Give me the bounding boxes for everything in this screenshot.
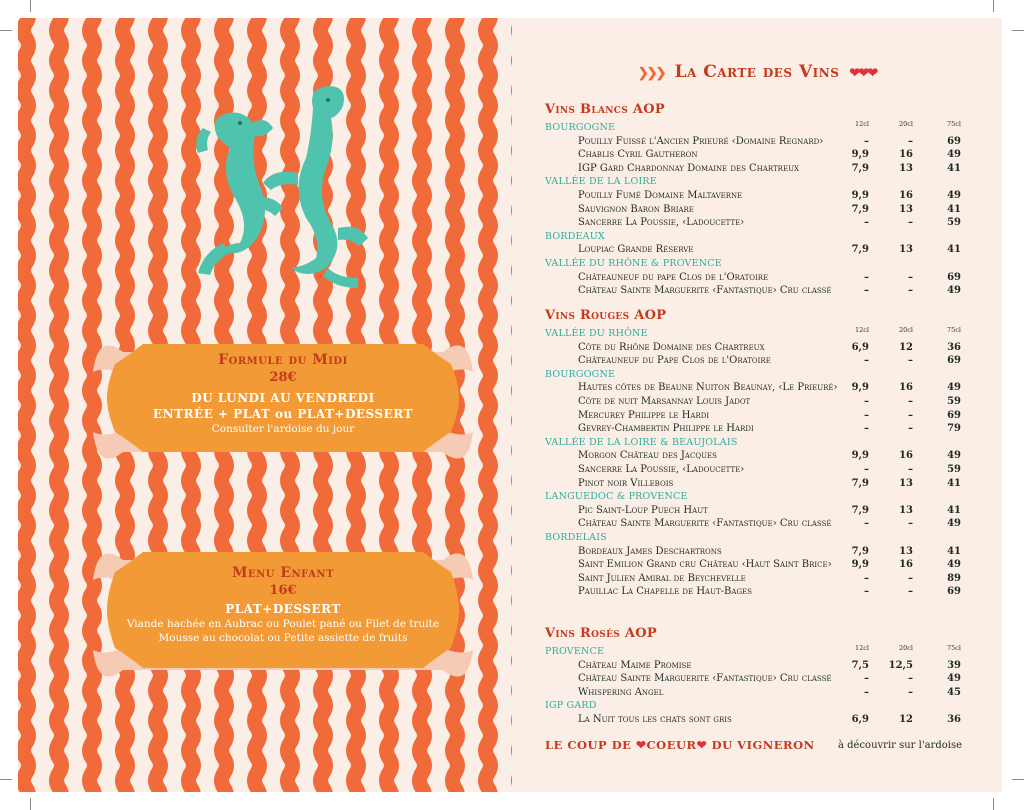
column-header: 20cl [899, 326, 913, 334]
price-75cl: 69 [947, 355, 961, 367]
wave-stripe [24, 18, 29, 792]
region-label: IGP GARD [545, 700, 597, 712]
wine-row [578, 673, 973, 686]
price-20cl: – [908, 271, 913, 283]
wine-name: Whispering Angel [578, 686, 664, 698]
wine-row [578, 423, 973, 436]
wine-row [578, 518, 973, 531]
coup-text-a: LE COUP DE [545, 738, 632, 752]
price-12cl: 7,9 [851, 203, 869, 215]
wine-list-header [512, 62, 1002, 82]
wine-name: Château Maime Promise [578, 659, 692, 671]
price-20cl: 12,5 [888, 659, 913, 671]
wine-name: Château Sainte Marguerite ‹Fantastique› Cru classé [578, 285, 832, 297]
price-12cl: 7,5 [851, 659, 869, 671]
price-75cl: 69 [947, 135, 961, 147]
panthers-illustration [178, 78, 378, 298]
wine-name: Sancerre La Poussie, ‹Ladoucette› [578, 217, 745, 229]
crop-mark [1012, 779, 1024, 780]
price-12cl: 7,9 [851, 545, 869, 557]
wine-row [578, 573, 973, 586]
price-75cl: 49 [947, 559, 961, 571]
column-header: 12cl [855, 326, 869, 334]
wine-name: Hautes côtes de Beaune Nuiton Beaunay, ‹Le Prieuré› [578, 382, 838, 394]
price-12cl: – [864, 673, 869, 685]
wine-row [578, 660, 973, 673]
price-20cl: – [908, 572, 913, 584]
wine-row [578, 163, 973, 176]
wine-row [578, 396, 973, 409]
section-title-rouges: Vins Rouges AOP [545, 308, 667, 323]
price-75cl: 36 [947, 341, 961, 353]
arrows-decoration: ❯❯❯ [637, 66, 665, 81]
region-label: BORDELAIS [545, 532, 607, 543]
price-75cl: 69 [947, 271, 961, 283]
price-12cl: 7,9 [851, 244, 869, 256]
wine-row [578, 559, 973, 572]
price-75cl: 45 [947, 686, 961, 698]
region-label: BOURGOGNE [545, 122, 616, 133]
formule-midi [114, 352, 452, 435]
price-12cl: 9,9 [851, 559, 869, 571]
ardoise-note: à découvrir sur l'ardoise [838, 740, 962, 751]
region-label: PROVENCE [545, 646, 605, 657]
heart-icon: ❤ [635, 738, 647, 752]
price-12cl: – [864, 572, 869, 584]
price-75cl: 41 [947, 545, 961, 557]
wine-row [578, 342, 973, 355]
wine-name: Saint Emilion Grand cru Château ‹Haut Saint Brice› [578, 559, 832, 571]
heart-icon: ❤ [696, 738, 708, 752]
price-12cl: – [864, 271, 869, 283]
column-header: 75cl [947, 644, 961, 652]
wine-name: Château Sainte Marguerite ‹Fantastique› Cru classé [578, 518, 832, 530]
crop-mark [0, 779, 12, 780]
wine-row [578, 217, 973, 230]
crop-mark [30, 0, 31, 12]
price-12cl: 9,9 [851, 190, 869, 201]
price-20cl: – [908, 355, 913, 367]
wine-row [578, 687, 973, 700]
price-12cl: – [864, 355, 869, 367]
price-12cl: 7,9 [851, 477, 869, 489]
wine-name: Loupiac Grande Réserve [578, 244, 694, 256]
crop-mark [0, 30, 12, 31]
wine-row [578, 410, 973, 423]
price-75cl: 69 [947, 586, 961, 598]
price-75cl: 79 [947, 423, 961, 435]
wine-name: IGP Gard Chardonnay Domaine des Chartreux [578, 162, 799, 174]
price-75cl: 39 [947, 659, 961, 671]
price-20cl: – [908, 285, 913, 297]
column-header: 20cl [899, 120, 913, 128]
crop-mark [1012, 30, 1024, 31]
column-header: 12cl [855, 120, 869, 128]
price-75cl: 49 [947, 518, 961, 530]
wine-name: La Nuit tous les chats sont gris [578, 714, 732, 725]
price-75cl: 59 [947, 217, 961, 229]
wine-row [578, 464, 973, 477]
wine-row [578, 382, 973, 395]
coup-text-c: DU VIGNERON [711, 738, 815, 752]
price-12cl: 9,9 [851, 382, 869, 394]
price-20cl: – [908, 686, 913, 698]
region-label: LANGUEDOC & PROVENCE [545, 491, 688, 503]
wine-name: Châteauneuf du Pape Clos de l'Oratoire [578, 355, 771, 367]
price-20cl: – [908, 135, 913, 147]
wave-stripe [486, 18, 491, 792]
formule-line1: DU LUNDI AU VENDREDI [191, 391, 375, 405]
crop-mark [993, 798, 994, 810]
price-12cl: – [864, 423, 869, 435]
price-75cl: 49 [947, 285, 961, 297]
wine-row [578, 355, 973, 368]
price-12cl: – [864, 409, 869, 421]
wine-row [578, 478, 973, 491]
price-12cl: 6,9 [851, 341, 869, 353]
price-20cl: 13 [899, 203, 913, 215]
wine-name: Mercurey Philippe le Hardi [578, 409, 710, 421]
price-20cl: – [908, 423, 913, 435]
price-75cl: 69 [947, 409, 961, 421]
wine-name: Chablis Cyril Gautheron [578, 149, 698, 161]
wine-name: Côte de nuit Marsannay Louis Jadot [578, 396, 751, 407]
enfant-line2: Viande hachée en Aubrac ou Poulet pané ou Filet de truite [126, 618, 440, 630]
price-75cl: 59 [947, 464, 961, 475]
price-12cl: 7,9 [851, 504, 869, 516]
price-75cl: 41 [947, 162, 961, 174]
formule-line2: ENTRÉE + PLAT ou PLAT+DESSERT [153, 407, 413, 421]
price-12cl: 6,9 [851, 714, 869, 725]
wine-row [578, 714, 973, 727]
price-20cl: – [908, 464, 913, 475]
price-20cl: 12 [899, 341, 913, 353]
formule-title: Formule du Midi [218, 352, 348, 368]
region-label: VALLÉE DU RHÔNE [545, 328, 648, 339]
price-75cl: 59 [947, 396, 961, 407]
price-75cl: 49 [947, 673, 961, 685]
price-12cl: 7,9 [851, 162, 869, 174]
price-20cl: 13 [899, 545, 913, 557]
hearts-decoration: ❤❤❤ [849, 66, 877, 81]
price-75cl: 49 [947, 382, 961, 394]
wine-name: Morgon Château des Jacques [578, 450, 717, 462]
price-20cl: – [908, 409, 913, 421]
enfant-price: 16€ [269, 583, 297, 598]
wine-row [578, 285, 973, 298]
price-20cl: 16 [899, 450, 913, 462]
section-title-blancs: Vins Blancs AOP [545, 102, 665, 117]
wine-row [578, 149, 973, 162]
price-12cl: – [864, 396, 869, 407]
price-20cl: 16 [899, 190, 913, 201]
wine-list-title: La Carte des Vins [674, 62, 840, 82]
price-12cl: – [864, 135, 869, 147]
wine-row [578, 244, 973, 257]
column-header: 12cl [855, 644, 869, 652]
price-12cl: – [864, 464, 869, 475]
price-75cl: 89 [947, 572, 961, 584]
wine-row [578, 204, 973, 217]
price-20cl: 12 [899, 714, 913, 725]
price-20cl: 13 [899, 477, 913, 489]
coup-text-b: COEUR [646, 738, 697, 752]
price-12cl: – [864, 285, 869, 297]
price-75cl: 36 [947, 714, 961, 725]
price-20cl: – [908, 518, 913, 530]
price-20cl: – [908, 396, 913, 407]
region-label: VALLÉE DE LA LOIRE [545, 176, 657, 188]
wine-name: Pouilly Fuissé l'Ancien Prieuré ‹Domaine Regnard› [578, 135, 824, 147]
wine-name: Sauvignon Baron Briare [578, 203, 694, 215]
price-12cl: 9,9 [851, 450, 869, 462]
region-label: VALLÉE DU RHÔNE & PROVENCE [545, 258, 722, 269]
column-header: 75cl [947, 326, 961, 334]
price-20cl: 16 [899, 382, 913, 394]
price-75cl: 41 [947, 244, 961, 256]
wine-name: Sancerre La Poussie, ‹Ladoucette› [578, 464, 745, 475]
region-label: BORDEAUX [545, 230, 605, 242]
formule-price: 28€ [269, 370, 297, 385]
wine-row [578, 546, 973, 559]
left-panel [18, 18, 512, 792]
price-75cl: 41 [947, 477, 961, 489]
price-20cl: 13 [899, 162, 913, 174]
wine-name: Pinot noir Villebois [578, 477, 674, 489]
wine-name: Côte du Rhône Domaine des Chartreux [578, 341, 765, 353]
wine-list-panel [512, 18, 1002, 792]
wine-row [578, 586, 973, 599]
wine-name: Pauillac La Chapelle de Haut-Bages [578, 586, 752, 598]
price-20cl: 16 [899, 149, 913, 161]
price-20cl: – [908, 217, 913, 229]
wine-row [578, 136, 973, 149]
wine-name: Gevrey-Chambertin Philippe le Hardi [578, 423, 754, 435]
price-12cl: – [864, 518, 869, 530]
wine-name: Château Sainte Marguerite ‹Fantastique› Cru classé [578, 673, 832, 685]
enfant-line3: Mousse au chocolat ou Petite assiette de fruits [158, 632, 408, 644]
enfant-title: Menu Enfant [231, 565, 335, 581]
price-75cl: 41 [947, 504, 961, 516]
price-20cl: 13 [899, 244, 913, 256]
crop-mark [30, 798, 31, 810]
price-20cl: – [908, 586, 913, 598]
price-12cl: – [864, 686, 869, 698]
menu-enfant [114, 565, 452, 644]
wine-name: Bordeaux James Deschartrons [578, 545, 722, 557]
formule-line3: Consulter l'ardoise du jour [211, 423, 355, 435]
price-75cl: 41 [947, 203, 961, 215]
wine-name: Châteauneuf du pape Clos de l'Oratoire [578, 271, 769, 283]
price-75cl: 49 [947, 149, 961, 161]
wine-row [578, 272, 973, 285]
coup-de-coeur [545, 738, 815, 752]
wine-name: Saint Julien Amiral de Beychevelle [578, 572, 746, 584]
enfant-line1: PLAT+DESSERT [225, 602, 341, 616]
price-12cl: 9,9 [851, 149, 869, 161]
column-header: 75cl [947, 120, 961, 128]
price-20cl: 13 [899, 504, 913, 516]
wine-row [578, 505, 973, 518]
price-20cl: 16 [899, 559, 913, 571]
wine-row [578, 450, 973, 463]
wine-name: Pic Saint-Loup Puech Haut [578, 504, 708, 516]
price-20cl: – [908, 673, 913, 685]
section-title-roses: Vins Rosés AOP [545, 626, 657, 641]
region-label: BOURGOGNE [545, 368, 616, 380]
wave-stripe [57, 18, 62, 792]
column-header: 20cl [899, 644, 913, 652]
price-12cl: – [864, 586, 869, 598]
price-75cl: 49 [947, 190, 961, 201]
price-75cl: 49 [947, 450, 961, 462]
crop-mark [993, 0, 994, 12]
price-12cl: – [864, 217, 869, 229]
wine-row [578, 190, 973, 203]
wine-name: Pouilly Fumé Domaine Maltaverne [578, 190, 743, 201]
region-label: VALLÉE DE LA LOIRE & BEAUJOLAIS [545, 436, 738, 448]
